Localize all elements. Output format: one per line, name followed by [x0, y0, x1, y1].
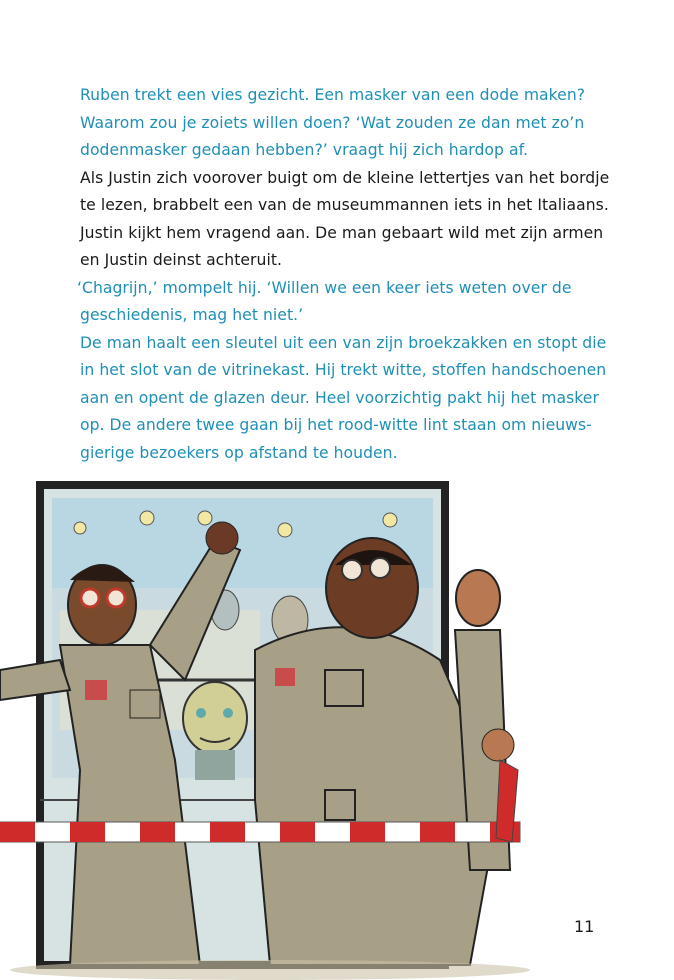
museum-illustration: [0, 470, 674, 980]
text-line: De man haalt een sleutel uit een van zijn broekzakken en stopt die: [80, 333, 607, 352]
text-line: te lezen, brabbelt een van de museummannen iets in het Italiaans.: [80, 196, 609, 214]
text-line: gierige bezoekers op afstand te houden.: [80, 443, 398, 462]
text-line: Als Justin zich voorover buigt om de kleine lettertjes van het bordje: [80, 168, 610, 187]
text-line: geschiedenis, mag het niet.’: [80, 306, 304, 324]
text-line: Waarom zou je zoiets willen doen? ‘Wat zouden ze dan met zo’n: [80, 113, 585, 132]
page-number: 11: [574, 917, 595, 936]
text-line: dodenmasker gedaan hebben?’ vraagt hij zich hardop af.: [80, 141, 528, 159]
text-line: Ruben trekt een vies gezicht. Een masker van een dode maken?: [80, 86, 586, 104]
text-line: op. De andere twee gaan bij het rood-witte lint staan om nieuws-: [80, 416, 592, 434]
text-line: ‘Chagrijn,’ mompelt hij. ‘Willen we een keer iets weten over de: [77, 278, 572, 297]
text-line: in het slot van de vitrinekast. Hij trekt witte, stoffen handschoenen: [80, 361, 607, 379]
text-line: aan en opent de glazen deur. Heel voorzichtig pakt hij het masker: [80, 388, 599, 407]
text-line: Justin kijkt hem vragend aan. De man gebaart wild met zijn armen: [80, 223, 604, 242]
text-line: en Justin deinst achteruit.: [80, 251, 282, 269]
